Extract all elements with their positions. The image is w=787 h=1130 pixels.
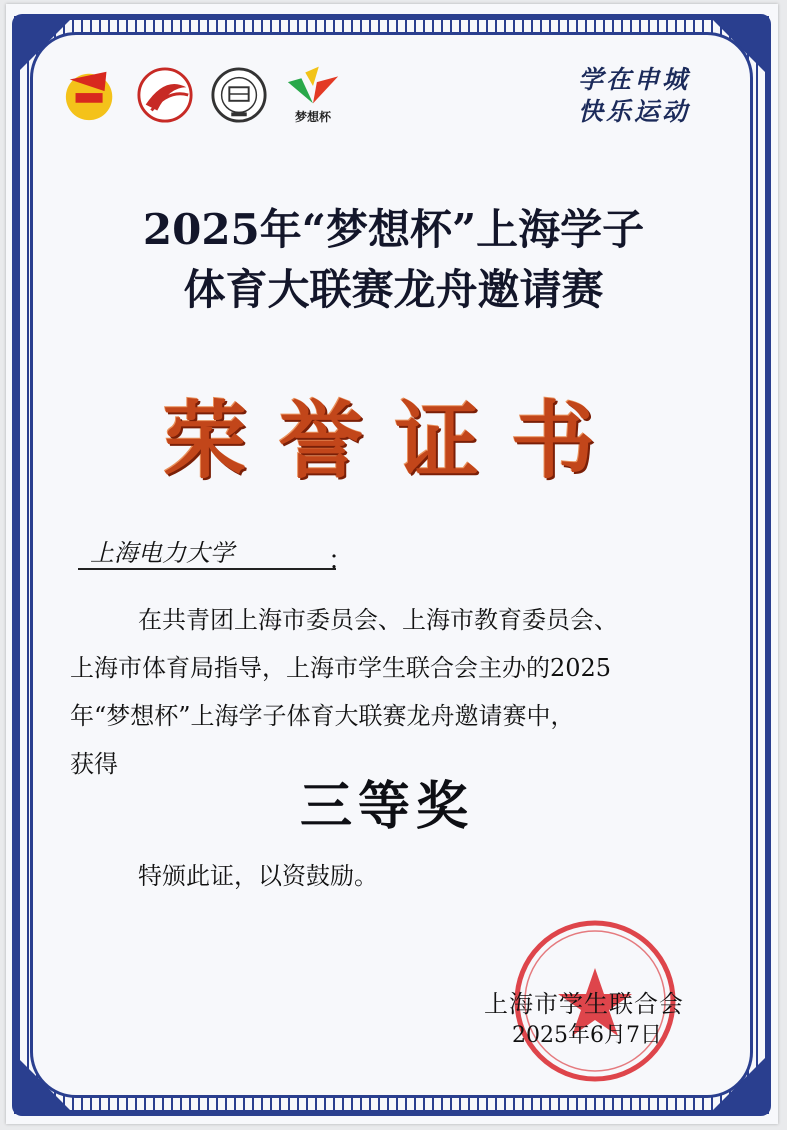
closing-text: 特颁此证，以资鼓励。	[138, 862, 378, 890]
slogan	[578, 64, 690, 128]
event-title: 2025年“梦想杯”上海学子	[142, 205, 645, 254]
university-seal-logo-icon	[210, 66, 268, 124]
logo-row	[62, 64, 342, 125]
slogan-line: 学在申城	[578, 65, 691, 94]
youth-league-logo-icon	[62, 66, 120, 124]
recipient-colon: ：	[328, 546, 355, 576]
dream-cup-label: 梦想杯	[294, 110, 331, 124]
body-text: 年“梦想杯”上海学子体育大联赛龙舟邀请赛中，	[70, 702, 575, 730]
dream-cup-logo	[284, 64, 342, 125]
event-title: 体育大联赛龙舟邀请赛	[183, 265, 604, 314]
dream-cup-logo-icon	[284, 64, 342, 108]
issuer-name: 上海市学生联合会	[484, 990, 684, 1018]
award-level: 三等奖	[300, 776, 475, 837]
issue-date: 2025年6月7日	[512, 1023, 662, 1048]
slogan-line: 快乐运动	[578, 97, 691, 126]
recipient-name: 上海电力大学	[78, 538, 336, 570]
body-text: 在共青团上海市委员会、上海市教育委员会、	[138, 606, 618, 634]
sports-federation-logo-icon	[136, 66, 194, 124]
body-text: 获得	[70, 750, 118, 778]
body-text: 上海市体育局指导，上海市学生联合会主办的2025	[70, 654, 612, 682]
certificate-title: 荣誉证书	[162, 391, 627, 490]
